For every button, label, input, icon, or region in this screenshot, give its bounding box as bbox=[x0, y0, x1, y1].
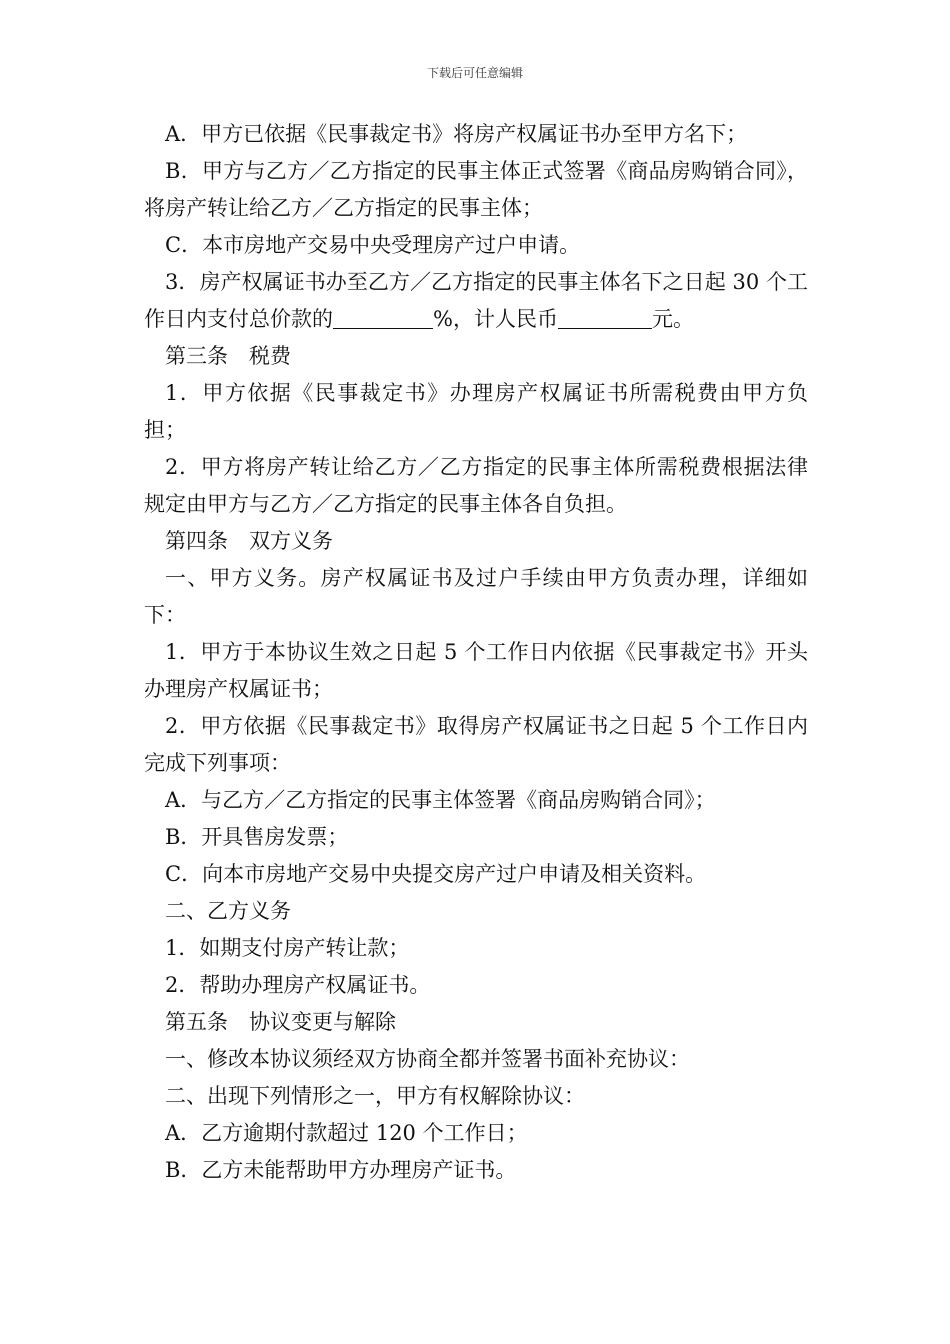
termination-item-a: A．乙方逾期付款超过 120 个工作日； bbox=[165, 1121, 528, 1145]
article-3-heading: 第三条 税费 bbox=[165, 344, 291, 368]
document-body bbox=[144, 116, 808, 1189]
party-a-obligations: 一、甲方义务。房产权属证书及过户手续由甲方负责办理，详细如下： bbox=[144, 566, 808, 627]
party-a-item-2: 2．甲方依据《民事裁定书》取得房产权属证书之日起 5 个工作日内完成下列事项： bbox=[144, 714, 808, 775]
article-5-heading: 第五条 协议变更与解除 bbox=[165, 1010, 396, 1034]
clause-c-transfer-application: C．本市房地产交易中央受理房产过户申请。 bbox=[165, 233, 581, 257]
party-a-subitem-a: A．与乙方／乙方指定的民事主体签署《商品房购销合同》； bbox=[165, 788, 716, 812]
percent-blank bbox=[333, 306, 433, 329]
tax-item-2: 2．甲方将房产转让给乙方／乙方指定的民事主体所需税费根据法律规定由甲方与乙方／乙方指定的民事主体各自负担。 bbox=[144, 455, 808, 516]
termination-item-b: B．乙方未能帮助甲方办理房产证书。 bbox=[165, 1158, 517, 1182]
termination-clause: 二、出现下列情形之一，甲方有权解除协议： bbox=[165, 1084, 585, 1108]
amount-blank bbox=[558, 306, 652, 329]
clause-3-text-post: 元。 bbox=[651, 307, 694, 331]
clause-3-text-pre: 3．房产权属证书办至乙方／乙方指定的民事主体名下之日起 30 个工作日内支付总价款的 bbox=[144, 270, 808, 331]
party-a-subitem-b: B．开具售房发票； bbox=[165, 825, 349, 849]
clause-3-text-mid: %，计人民币 bbox=[433, 307, 558, 331]
clause-b-contract: B．甲方与乙方／乙方指定的民事主体正式签署《商品房购销合同》，将房产转让给乙方／乙方指定的民事主体； bbox=[144, 159, 808, 220]
page-header: 下载后可任意编辑 bbox=[426, 66, 523, 80]
party-b-obligations: 二、乙方义务 bbox=[165, 899, 291, 923]
clause-a-certificate: A．甲方已依据《民事裁定书》将房产权属证书办至甲方名下； bbox=[165, 122, 748, 146]
clause-3-payment bbox=[144, 264, 808, 338]
party-a-item-1: 1．甲方于本协议生效之日起 5 个工作日内依据《民事裁定书》开头办理房产权属证书； bbox=[144, 640, 808, 701]
article-4-heading: 第四条 双方义务 bbox=[165, 529, 333, 553]
party-a-subitem-c: C．向本市房地产交易中央提交房产过户申请及相关资料。 bbox=[165, 862, 707, 886]
party-b-item-1: 1．如期支付房产转让款； bbox=[165, 936, 410, 960]
amendment-clause: 一、修改本协议须经双方协商全都并签署书面补充协议： bbox=[165, 1047, 690, 1071]
tax-item-1: 1．甲方依据《民事裁定书》办理房产权属证书所需税费由甲方负担； bbox=[144, 381, 808, 442]
party-b-item-2: 2．帮助办理房产权属证书。 bbox=[165, 973, 431, 997]
